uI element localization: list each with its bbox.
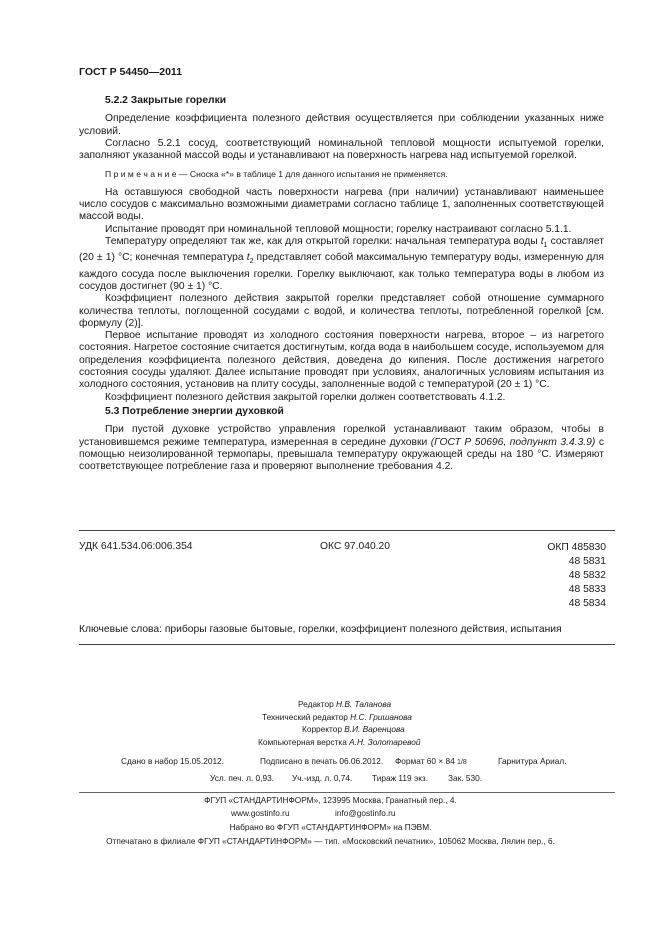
oks-code: ОКС 97.040.20	[320, 541, 390, 552]
note	[79, 168, 604, 180]
credits	[200, 698, 570, 748]
order-number: Зак. 530.	[448, 773, 483, 783]
okp-code: 48 5834	[568, 598, 606, 609]
main-text	[79, 95, 604, 473]
publisher-address: ФГУП «СТАНДАРТИНФОРМ», 123995 Москва, Гранатный пер., 4.	[204, 795, 457, 805]
paragraph: Первое испытание проводят из холодного состояния поверхности нагрева, второе – из нагретого состояния. Нагретое состояние считается достигнутым, когда вода в наибольшем сосуде, используемом для определения коэффициента полезного действия, доведена до кипения. После достижения нагретого состояния сосуды удаляют. Далее испытание проводят при условиях, аналогичных условиям испытания из холодного состояния, установив на плиту сосуды, заполненные водой с температурой (20 ± 1) °C.	[79, 330, 604, 391]
circulation: Тираж 119 экз.	[372, 773, 429, 783]
okp-code: 48 5832	[568, 570, 606, 581]
publisher-website[interactable]: www.gostinfo.ru	[231, 808, 290, 818]
divider	[79, 530, 615, 531]
credit-line: Компьютерная верстка А.Н. Золотаревой	[258, 736, 421, 747]
publisher-email[interactable]: info@gostinfo.ru	[335, 808, 396, 818]
paragraph: При пустой духовке устройство управления горелкой устанавливают таким образом, чтобы в установившемся режиме температура, измеренная в середине духовки (ГОСТ Р 50696, подпункт 3.4.3.9) с помощью неизолированной термопары, превышала температуру окружающей среды на 180 °C. Измеряют соответствующее потребление газа и проверяют выполнение требования 4.2.	[79, 424, 604, 473]
udk-code: УДК 641.534.06:006.354	[79, 541, 193, 552]
typesetting-note: Набрано во ФГУП «СТАНДАРТИНФОРМ» на ПЭВМ.	[229, 822, 432, 832]
note-label: П р и м е ч а н и е	[105, 169, 177, 180]
temperature-paragraph: Температуру определяют так же, как для открытой горелки: начальная температура воды $t_1$ составляет (20 ± 1) °C; конечная температура $t_2$ представляет собой максимальную температуру воды, измеренную для каждого сосуда после выключения горелки. Горелку выключают, как только температура воды в любом из сосудов достигнет (90 ± 1) °C.	[79, 235, 604, 292]
okp-code: 48 5833	[568, 584, 606, 595]
divider	[79, 644, 615, 645]
okp-code: 48 5831	[568, 556, 606, 567]
okp-codes	[540, 541, 606, 611]
print-sheets: Усл. печ. л. 0,93.	[210, 773, 274, 783]
credit-line: Технический редактор Н.С. Гришанова	[262, 711, 412, 722]
section-5-3-heading: 5.3 Потребление энергии духовкой	[105, 405, 284, 417]
okp-code: ОКП 485830	[547, 542, 606, 553]
paragraph: Согласно 5.2.1 сосуд, соответствующий номинальной тепловой мощности испытуемой горелки, заполняют указанной массой воды и устанавливают на поверхность нагрева над испытуемой горелкой.	[79, 137, 604, 162]
credit-line: Корректор В.И. Варенцова	[302, 724, 405, 734]
paragraph: Испытание проводят при номинальной тепловой мощности; горелку настраивают согласно 5.1.1.	[105, 223, 572, 235]
typeface: Гарнитура Ариал.	[498, 756, 567, 766]
paragraph: Коэффициент полезного действия закрытой горелки должен соответствовать 4.1.2.	[105, 391, 506, 403]
typeset-date: Сдано в набор 15.05.2012.	[121, 756, 224, 766]
paragraph: На оставшуюся свободной часть поверхности нагрева (при наличии) устанавливают наименьшее число сосудов с максимально возможными диаметрами согласно таблице 1, заполненных соответствующей массой воды.	[79, 186, 604, 223]
printing-note: Отпечатано в филиале ФГУП «СТАНДАРТИНФОРМ» — тип. «Московский печатник», 105062 Москва, Лялин пер., 6.	[106, 836, 555, 846]
format: Формат 60 × 84 1/8	[395, 756, 467, 766]
section-5-2-2-heading: 5.2.2 Закрытые горелки	[105, 95, 227, 106]
paragraph: Определение коэффициента полезного действия осуществляется при соблюдении указанных ниже условий.	[79, 113, 604, 137]
credit-line: Редактор Н.В. Таланова	[298, 699, 392, 709]
print-date: Подписано в печать 06.06.2012.	[260, 756, 384, 766]
keywords: Ключевые слова: приборы газовые бытовые, горелки, коэффициент полезного действия, испытания	[79, 624, 562, 635]
standard-reference: (ГОСТ Р 50696, подпункт 3.4.3.9)	[430, 436, 596, 448]
document-header: ГОСТ Р 54450—2011	[79, 66, 183, 78]
paragraph: Коэффициент полезного действия закрытой горелки представляет собой отношение суммарного количества теплоты, поглощенной сосудами с водой, и количества теплоты, потребленной горелкой [см. формулу (2)].	[79, 293, 604, 329]
note-text: — Сноска «*» в таблице 1 для данного испытания не применяется.	[176, 169, 448, 180]
publication-sheets: Уч.-изд. л. 0,74.	[292, 773, 353, 783]
divider	[79, 792, 615, 793]
